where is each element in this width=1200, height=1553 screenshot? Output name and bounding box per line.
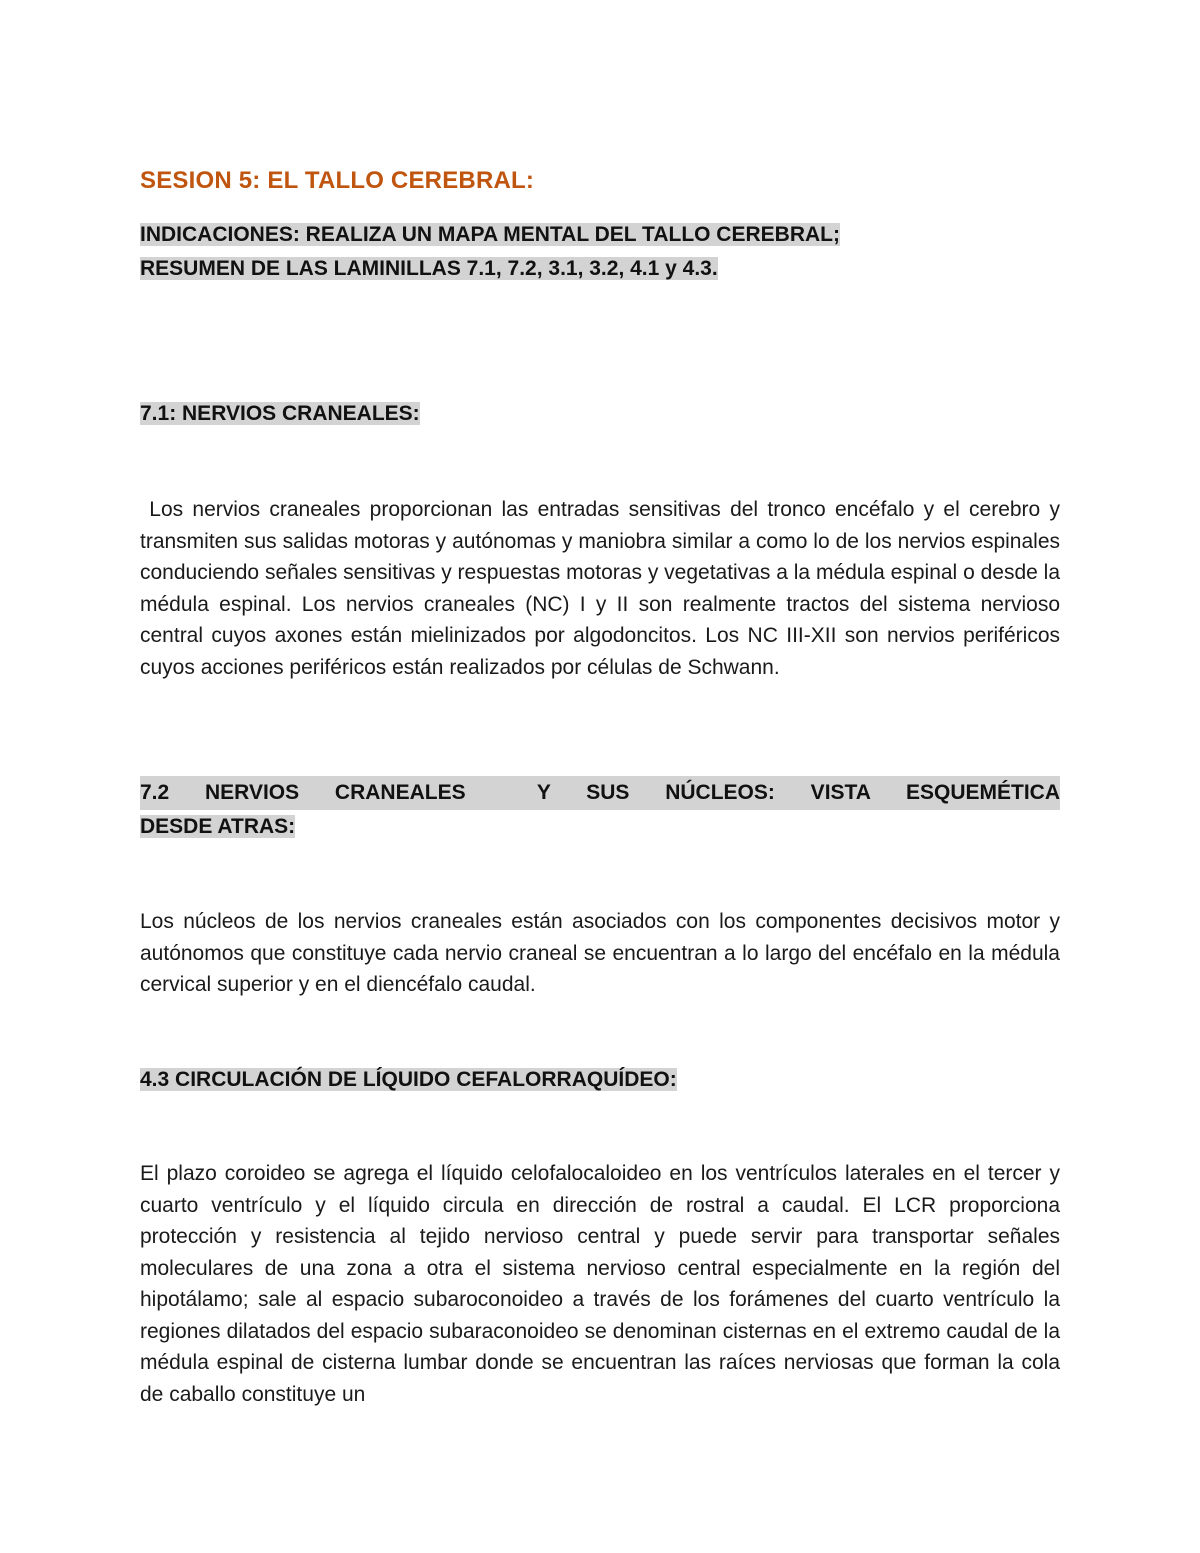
section-heading-4-3 [140,1063,1060,1097]
session-title: SESION 5: EL TALLO CEREBRAL: [140,167,535,194]
section-heading-7-2 [140,776,1060,844]
section-heading-4-3-text: 4.3 CIRCULACIÓN DE LÍQUIDO CEFALORRAQUÍDEO: [140,1068,677,1091]
section-heading-7-2-line-1: 7.2 NERVIOS CRANEALES Y SUS NÚCLEOS: VISTA ESQUEMÉTICA [140,776,1060,810]
instructions [140,218,1060,286]
section-paragraph-7-2: Los núcleos de los nervios craneales están asociados con los componentes decisivos motor y autónomos que constituye cada nervio craneal se encuentran a lo largo del encéfalo en la médula cervical superior y en el diencéfalo caudal. [140,910,1060,996]
section-heading-7-1-text: 7.1: NERVIOS CRANEALES: [140,402,420,425]
section-paragraph-7-1: Los nervios craneales proporcionan las entradas sensitivas del tronco encéfalo y el cerebro y transmiten sus salidas motoras y autónomas y maniobra similar a como lo de los nervios espinales conduciendo señales sensitivas y respuestas motoras y vegetativas a la médula espinal o desde la médula espinal. Los nervios craneales (NC) I y II son realmente tractos del sistema nervioso central cuyos axones están mielinizados por algodoncitos. Los NC III-XII son nervios periféricos cuyos acciones periféricos están realizados por células de Schwann. [140,498,1066,679]
section-heading-7-2-line-2: DESDE ATRAS: [140,815,296,838]
section-paragraph-4-3: El plazo coroideo se agrega el líquido celofalocaloideo en los ventrículos laterales en el tercer y cuarto ventrículo y el líquido circula en dirección de rostral a caudal. El LCR proporciona protección y resistencia al tejido nervioso central y puede servir para transportar señales moleculares de una zona a otra el sistema nervioso central especialmente en la región del hipotálamo; sale al espacio subaroconoideo a través de los forámenes del cuarto ventrículo la regiones dilatados del espacio subaraconoideo se denominan cisternas en el extremo caudal de la médula espinal de cisterna lumbar donde se encuentran las raíces nerviosas que forman la cola de caballo constituye un [140,1162,1060,1406]
instructions-line-2: RESUMEN DE LAS LAMINILLAS 7.1, 7.2, 3.1, 3.2, 4.1 y 4.3. [140,257,718,280]
instructions-line-1: INDICACIONES: REALIZA UN MAPA MENTAL DEL TALLO CEREBRAL; [140,223,840,246]
section-heading-7-1 [140,397,1060,431]
